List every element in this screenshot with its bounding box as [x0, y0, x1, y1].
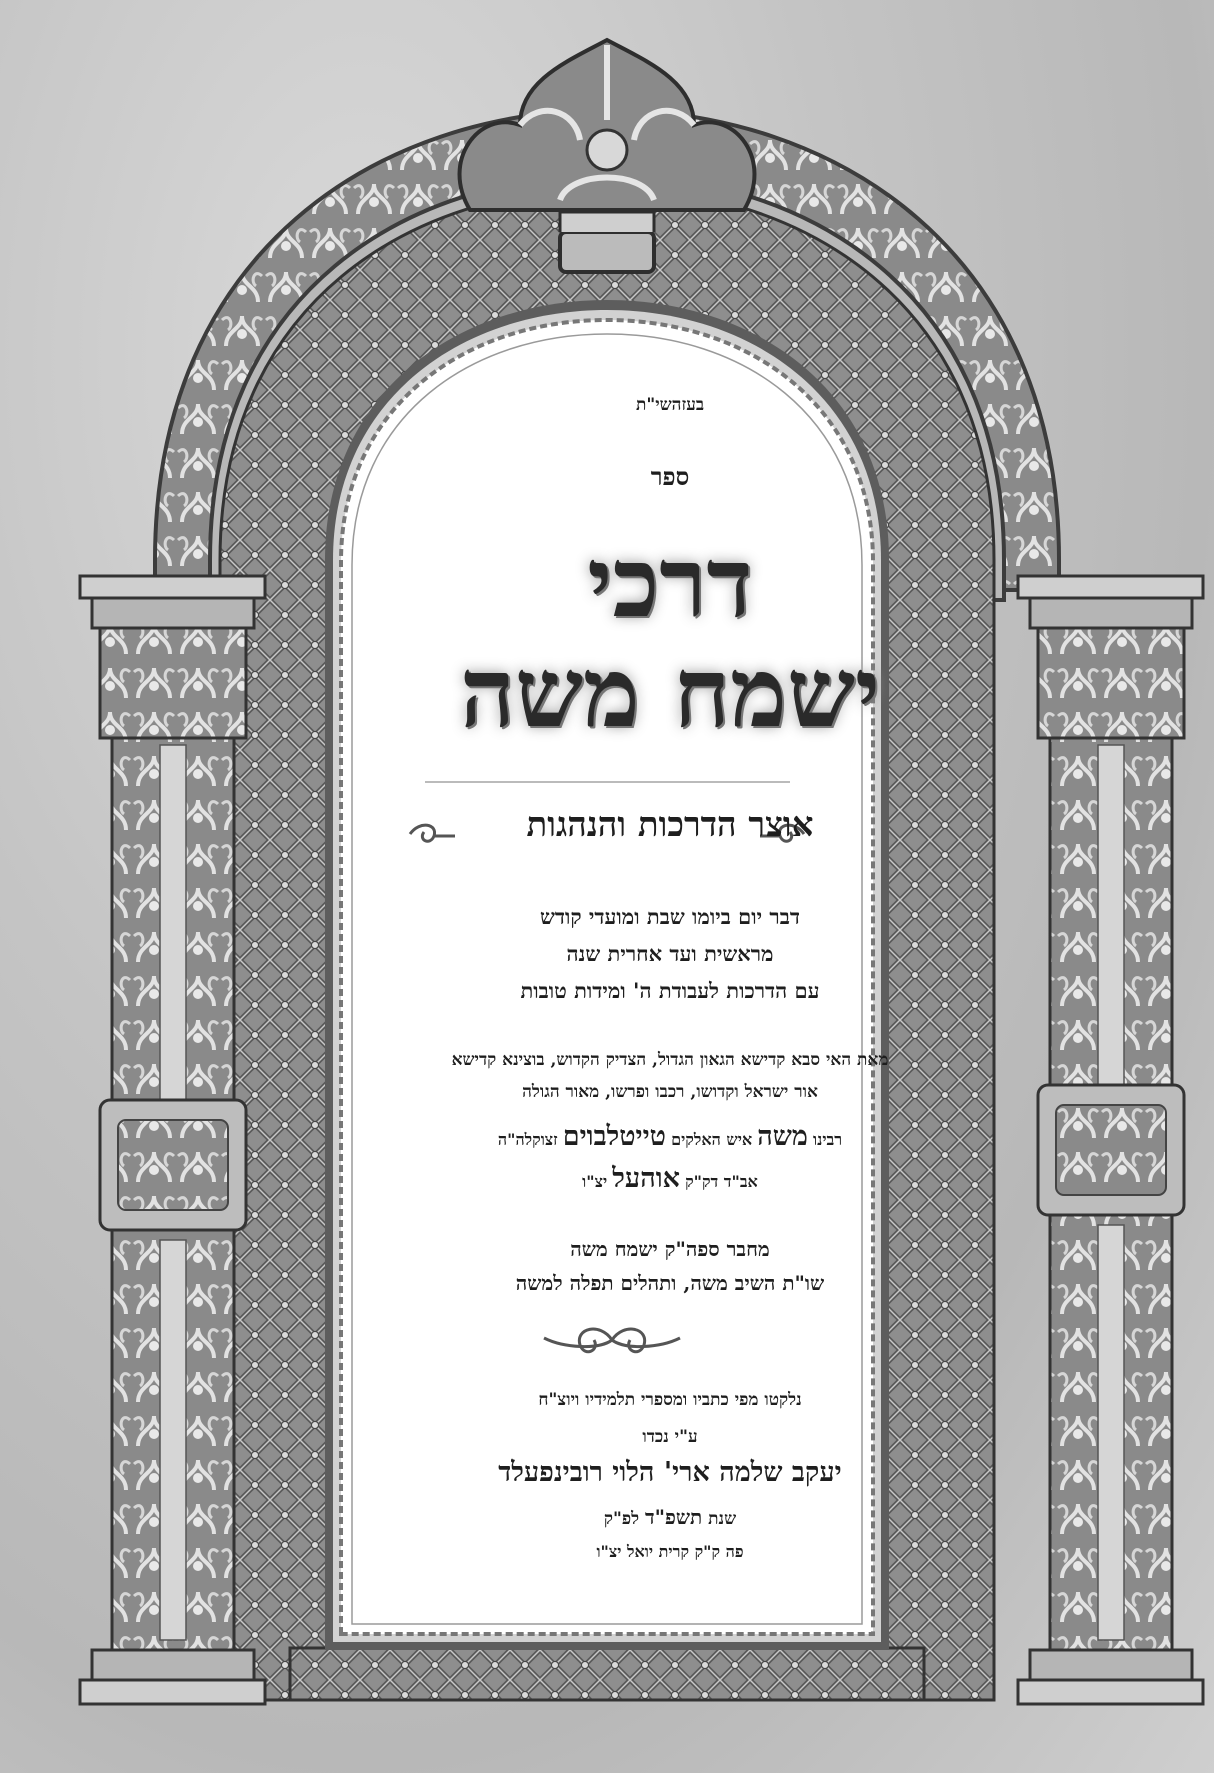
- desc-line-2: מראשית ועד אחרית שנה: [566, 941, 774, 966]
- right-column: [1018, 576, 1203, 1704]
- desc-line-1: דבר יום ביומו שבת ומועדי קודש: [540, 904, 800, 929]
- sefer-label: ספר: [650, 462, 690, 491]
- year-value: תשפ"ד: [644, 1505, 703, 1529]
- title-line-2: ישמח משה: [459, 636, 881, 749]
- author-line: [345, 1121, 995, 1152]
- town-suffix: יצ"ו: [582, 1172, 608, 1191]
- author-suffix: זצוקלה"ה: [497, 1130, 558, 1149]
- author-family-name: טייטלבוים: [562, 1121, 666, 1152]
- title-panel: [345, 395, 995, 1635]
- title-line-1: דרכי: [587, 526, 753, 639]
- praise-line-2: אור ישראל וקדושו, רכבו ופרשו, מאור הגולה: [522, 1082, 818, 1102]
- town-prefix: אב"ד דק"ק: [685, 1172, 758, 1191]
- collected-line: נלקטו מפי כתביו ומספרי תלמידיו ויוצ"ח: [538, 1390, 802, 1410]
- place-line: פה ק"ק קרית יואל יצ"ו: [596, 1542, 744, 1561]
- author-epithet: איש האלקים: [671, 1130, 753, 1149]
- town-name: אוהעל: [612, 1163, 680, 1194]
- desc-line-3: עם הדרכות לעבודת ה' ומידות טובות: [520, 978, 820, 1003]
- works-line-1: מחבר ספה"ק ישמח משה: [570, 1237, 770, 1261]
- town-line: [345, 1163, 995, 1194]
- praise-line-1: מאת האי סבא קדישא הגאון הגדול, הצדיק הקדוש, בוצינא קדישא: [451, 1050, 889, 1070]
- year-prefix: שנת: [708, 1509, 737, 1529]
- works-line-2: שו"ת השיב משה, ותהלים תפלה למשה: [515, 1271, 825, 1295]
- blessing: בעזהשי"ת: [635, 395, 705, 415]
- editor-name: יעקב שלמה ארי' הלוי רובינפעלד: [498, 1457, 842, 1488]
- year-suffix: לפ"ק: [603, 1509, 640, 1529]
- subtitle: אוצר הדרכות והנהגות: [526, 805, 814, 845]
- year-line: [345, 1505, 995, 1530]
- author-prefix: רבינו: [813, 1130, 843, 1149]
- author-first-name: משה: [757, 1121, 808, 1152]
- by-line: ע"י נכדו: [642, 1427, 698, 1447]
